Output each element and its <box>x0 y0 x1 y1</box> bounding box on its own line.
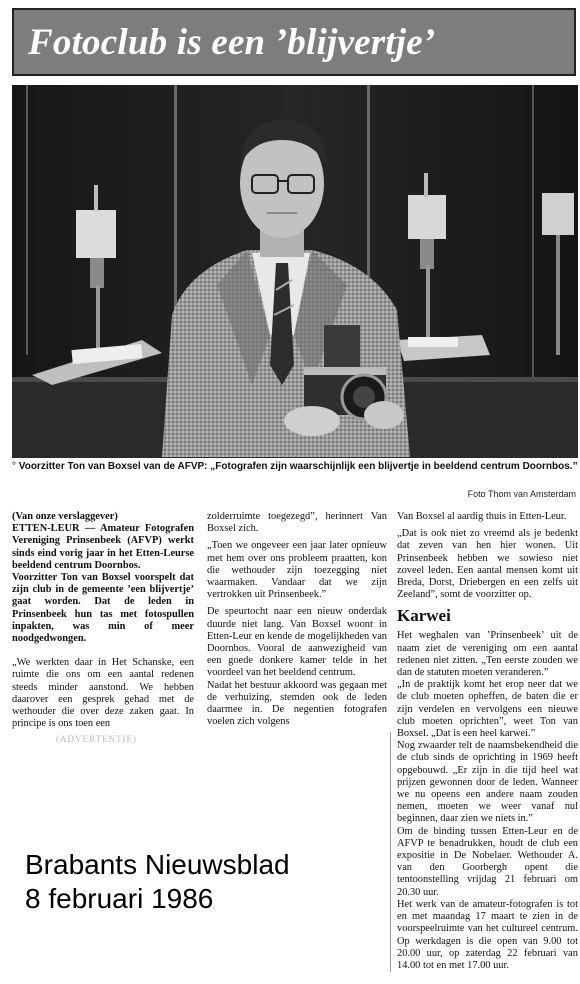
byline: (Van onze verslaggever) <box>12 511 118 522</box>
subheading: Karwei <box>397 606 451 626</box>
paragraph: „We werkten daar in Het Schanske, een ruimte die ons om een aantal redenen steeds minder aanstond. We hebben daarover een gesprek gehad met de wethouder die over deze zaken gaat. In principe is ons toen een <box>12 657 194 730</box>
headline: Fotoclub is een ’blijvertje’ <box>28 21 436 63</box>
paragraph: „In de praktijk komt het erop neer dat we de club moeten opheffen, de baten die er zijn verdelen en vervolgens een nieuwe club moeten oprichten”, weet Ton van Boxsel. „Dat is een heel karwei.” <box>397 679 578 740</box>
photo-credit: Foto Thom van Amsterdam <box>467 489 576 499</box>
paragraph: Het weghalen van ’Prinsenbeek’ uit de naam ziet de vereniging om een aantal redenen niet zitten. „Ten eerste zouden we dan de statuten moeten veranderen.” <box>397 630 578 679</box>
article-column-1 <box>12 511 194 735</box>
paragraph: Nog zwaarder telt de naamsbekendheid die de club sinds de oprichting in 1969 heeft opgebouwd. „Er zijn in die tijd heel wat prijzen gewonnen door de leden. Wanneer we nu opeens een andere naam zouden nemen, moeten we weer vanaf nul beginnen, daar zien we niets in.” <box>397 740 578 825</box>
article-intro: ETTEN-LEUR — Amateur Fotografen Vereniging Prinsenbeek (AFVP) werkt sinds eind vorig jaar in het Etten-Leurse beeldend centrum Doornbos. <box>12 523 194 571</box>
headline-banner <box>12 8 576 76</box>
publication-date: 8 februari 1986 <box>25 883 214 914</box>
article-column-2 <box>207 511 387 733</box>
paragraph: „Toen we ongeveer een jaar later opnieuw met hem over ons probleem praatten, kon die wethouder zijn toezegging niet waarmaken. Vandaar dat we zijn vertrokken uit Prinsenbeek.” <box>207 540 387 601</box>
paragraph: zolderruimte toegezegd”, herinnert Van Boxsel zich. <box>207 511 387 535</box>
photo-illustration <box>12 85 578 458</box>
clipping-edge <box>390 732 391 972</box>
caption-prefix: Voorzitter Ton van Boxsel van de AFVP: <box>18 461 211 472</box>
paragraph: Nadat het bestuur akkoord was gegaan met de verhuizing, stemden ook de leden daarmee in. De negentien fotografen voelen zich volgens <box>207 679 387 728</box>
newspaper-name: Brabants Nieuwsblad <box>25 849 290 880</box>
paragraph: Om de binding tussen Etten-Leur en de AFVP te benadrukken, houdt de club een expositie in De Nobelaer. Wethouder A. van den Goorbergh opent die tentoonstelling vrijdag 21 februari om 20.30 uur. <box>397 825 578 898</box>
article-intro-2: Voorzitter Ton van Boxsel voorspelt dat zijn club in de gemeente ’een blijvertje’ gaat worden. Dat de leden in Prinsenbeek hun tas met fotospullen inpakten, was min of meer noodgedwongen. <box>12 572 194 645</box>
article-photo <box>12 85 578 458</box>
paragraph: De speurtocht naar een nieuw onderdak duurde niet lang. Van Boxsel woont in Etten-Leur en kende de mogelijkheden van Doornbos. Vooral de aanwezigheid van een goede donkere kamer telde in het voordeel van het beeldend centrum. <box>207 606 387 679</box>
article-column-3 <box>397 511 578 972</box>
photo-caption <box>12 461 578 473</box>
paragraph: Het werk van de amateur-fotografen is tot en met maandag 17 maart te zien in de voorspeelruimte van het cultureel centrum. Op werkdagen is die open van 9.00 tot 20.00 uur, op zaterdag 22 februari van 14.00 tot en met 17.00 uur. <box>397 898 578 971</box>
advertisement-label: (ADVERTENTIE) <box>56 734 137 744</box>
source-note <box>25 848 290 916</box>
caption-marker: ° <box>12 461 16 472</box>
paragraph: „Dat is ook niet zo vreemd als je bedenkt dat zeven van hen hier wonen. Uit Prinsenbeek hebben we sowieso niet zoveel leden. Een aantal mensen komt uit Breda, Dorst, Driebergen en een zelfs uit Zeeland”, somt de voorzitter op. <box>397 528 578 601</box>
caption-quote: „Fotografen zijn waarschijnlijk een blijvertje in beeldend centrum Doornbos.” <box>210 461 578 472</box>
paragraph: Van Boxsel al aardig thuis in Etten-Leur. <box>397 511 567 522</box>
